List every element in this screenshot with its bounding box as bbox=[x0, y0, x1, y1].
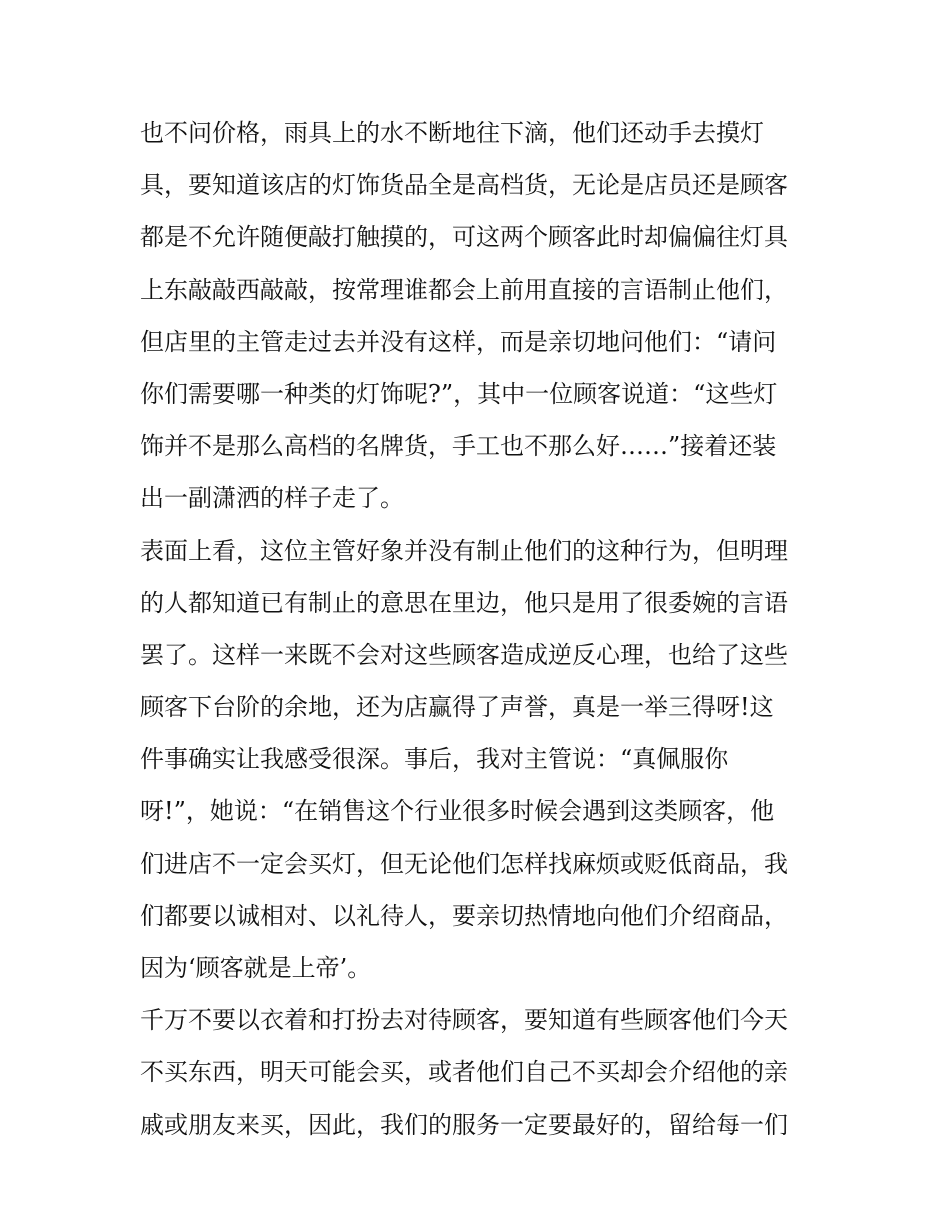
text-line: 出一副潇洒的样子走了。 bbox=[140, 484, 404, 513]
text-line: 因为‘顾客就是上帝’。 bbox=[140, 954, 372, 982]
body-text bbox=[140, 107, 820, 1151]
text-line: 具，要知道该店的灯饰货品全是高档货，无论是店员还是顾客 bbox=[140, 171, 788, 200]
text-line: 不买东西，明天可能会买，或者他们自己不买却会介绍他的亲 bbox=[140, 1058, 788, 1087]
text-line: 你们需要哪一种类的灯饰呢?”，其中一位顾客说道：“这些灯 bbox=[140, 379, 778, 408]
text-line: 件事确实让我感受很深。事后，我对主管说：“真佩服你 bbox=[140, 745, 729, 774]
text-line: 饰并不是那么高档的名牌货，手工也不那么好……”接着还装 bbox=[140, 432, 777, 461]
text-line: 上东敲敲西敲敲，按常理谁都会上前用直接的言语制止他们， bbox=[140, 275, 788, 304]
text-line: 呀!”，她说：“在销售这个行业很多时候会遇到这类顾客，他 bbox=[140, 797, 775, 826]
text-line: 表面上看，这位主管好象并没有制止他们的这种行为，但明理 bbox=[140, 536, 788, 565]
text-line: 们进店不一定会买灯，但无论他们怎样找麻烦或贬低商品，我 bbox=[140, 849, 788, 878]
text-line: 戚或朋友来买，因此，我们的服务一定要最好的，留给每一们 bbox=[140, 1110, 788, 1139]
text-line: 都是不允许随便敲打触摸的，可这两个顾客此时却偏偏往灯具 bbox=[140, 223, 788, 252]
text-line: 也不问价格，雨具上的水不断地往下滴，他们还动手去摸灯 bbox=[140, 119, 764, 147]
text-line: 们都要以诚相对、以礼待人，要亲切热情地向他们介绍商品， bbox=[140, 901, 788, 930]
text-line: 千万不要以衣着和打扮去对待顾客，要知道有些顾客他们今天 bbox=[140, 1006, 788, 1035]
text-line: 的人都知道已有制止的意思在里边，他只是用了很委婉的言语 bbox=[140, 588, 788, 617]
text-line: 但店里的主管走过去并没有这样，而是亲切地问他们：“请问 bbox=[140, 327, 777, 356]
text-line: 顾客下台阶的余地，还为店赢得了声誉，真是一举三得呀!这 bbox=[140, 693, 774, 722]
text-line: 罢了。这样一来既不会对这些顾客造成逆反心理，也给了这些 bbox=[140, 640, 788, 669]
